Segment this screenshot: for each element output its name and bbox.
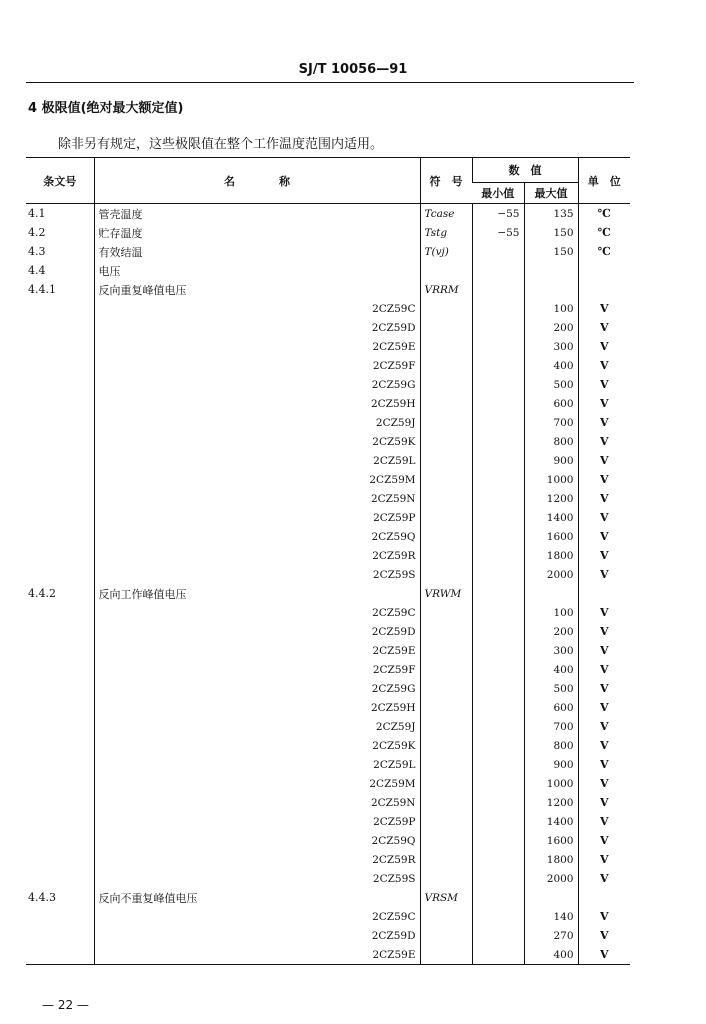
model-cell: 2CZ59R — [94, 546, 420, 565]
unit-cell: V — [578, 508, 630, 527]
model-cell: 2CZ59S — [94, 869, 420, 888]
symbol-cell — [420, 356, 472, 375]
symbol-cell — [420, 622, 472, 641]
max-value-cell: 200 — [524, 318, 578, 337]
clause-cell — [26, 850, 94, 869]
unit-cell: V — [578, 546, 630, 565]
model-cell: 2CZ59R — [94, 850, 420, 869]
clause-cell — [26, 489, 94, 508]
clause-cell: 4.3 — [28, 245, 46, 258]
name-cell: 有效结温 — [94, 242, 420, 261]
clause-cell — [26, 603, 94, 622]
symbol-cell — [420, 489, 472, 508]
col-header-value: 数 值 — [472, 158, 578, 183]
unit-cell: V — [578, 603, 630, 622]
symbol-cell — [420, 394, 472, 413]
table-row — [26, 641, 630, 660]
min-value-cell — [472, 698, 524, 717]
table-row — [26, 565, 630, 584]
min-value-cell — [472, 774, 524, 793]
table-row — [26, 280, 630, 299]
unit-cell: V — [578, 375, 630, 394]
min-value-cell — [472, 850, 524, 869]
max-value-cell: 300 — [524, 337, 578, 356]
table-row — [26, 223, 630, 242]
name-cell: 反向重复峰值电压 — [94, 280, 420, 299]
min-value-cell — [472, 622, 524, 641]
min-value-cell — [472, 413, 524, 432]
table-row — [26, 755, 630, 774]
model-cell: 2CZ59P — [94, 508, 420, 527]
model-cell: 2CZ59C — [94, 299, 420, 318]
symbol-cell — [420, 812, 472, 831]
name-cell: 反向不重复峰值电压 — [94, 888, 420, 907]
table-row — [26, 356, 630, 375]
table-row — [26, 527, 630, 546]
section-title: 4 极限值(绝对最大额定值) — [28, 101, 184, 116]
max-value-cell: 1200 — [524, 793, 578, 812]
unit-cell: V — [578, 356, 630, 375]
table-row — [26, 660, 630, 679]
model-cell: 2CZ59F — [94, 660, 420, 679]
symbol-cell — [420, 641, 472, 660]
max-value-cell: 900 — [524, 451, 578, 470]
min-value-cell — [472, 565, 524, 584]
min-value-cell — [472, 432, 524, 451]
limits-table — [26, 157, 630, 965]
unit-cell: V — [578, 527, 630, 546]
clause-cell: 4.1 — [28, 207, 46, 220]
model-cell: 2CZ59N — [94, 489, 420, 508]
unit-cell: V — [578, 869, 630, 888]
model-cell: 2CZ59P — [94, 812, 420, 831]
clause-cell — [26, 299, 94, 318]
max-value-cell: 270 — [524, 926, 578, 945]
max-value-cell: 1000 — [524, 470, 578, 489]
clause-cell — [26, 755, 94, 774]
table-row — [26, 242, 630, 261]
min-value-cell — [472, 907, 524, 926]
min-value-cell — [472, 451, 524, 470]
table-row — [26, 622, 630, 641]
clause-cell: 4.4.3 — [28, 891, 56, 904]
max-value-cell — [524, 261, 578, 280]
max-value-cell: 1400 — [524, 508, 578, 527]
symbol-cell — [420, 736, 472, 755]
clause-cell — [26, 337, 94, 356]
symbol-cell — [420, 603, 472, 622]
clause-cell — [26, 394, 94, 413]
min-value-cell — [472, 945, 524, 965]
clause-cell — [26, 831, 94, 850]
min-value-cell — [472, 869, 524, 888]
max-value-cell — [524, 280, 578, 299]
symbol-cell — [420, 565, 472, 584]
clause-cell — [26, 318, 94, 337]
clause-cell — [26, 812, 94, 831]
symbol-cell — [420, 546, 472, 565]
max-value-cell: 1600 — [524, 831, 578, 850]
min-value-cell — [472, 736, 524, 755]
table-row — [26, 508, 630, 527]
unit-cell: V — [578, 945, 630, 965]
clause-cell — [26, 717, 94, 736]
unit-cell: V — [578, 641, 630, 660]
model-cell: 2CZ59K — [94, 736, 420, 755]
unit-cell — [578, 888, 630, 907]
symbol-cell — [420, 793, 472, 812]
symbol-cell — [420, 679, 472, 698]
table-body — [26, 204, 630, 965]
table-row — [26, 907, 630, 926]
table-row — [26, 546, 630, 565]
min-value-cell — [472, 261, 524, 280]
symbol-cell — [420, 831, 472, 850]
min-value-cell — [472, 831, 524, 850]
symbol-cell: VRWM — [420, 584, 472, 603]
table-row — [26, 413, 630, 432]
table-row — [26, 584, 630, 603]
unit-cell: V — [578, 318, 630, 337]
unit-cell: V — [578, 926, 630, 945]
min-value-cell — [472, 394, 524, 413]
unit-cell — [578, 584, 630, 603]
symbol-cell: VRSM — [420, 888, 472, 907]
clause-cell — [26, 622, 94, 641]
table-row — [26, 451, 630, 470]
table-row — [26, 432, 630, 451]
min-value-cell — [472, 489, 524, 508]
table-row — [26, 318, 630, 337]
table-row — [26, 261, 630, 280]
clause-cell — [26, 451, 94, 470]
model-cell: 2CZ59L — [94, 755, 420, 774]
name-cell: 电压 — [94, 261, 420, 280]
model-cell: 2CZ59J — [94, 717, 420, 736]
model-cell: 2CZ59Q — [94, 831, 420, 850]
symbol-cell — [420, 470, 472, 489]
clause-cell — [26, 679, 94, 698]
symbol-cell — [420, 717, 472, 736]
max-value-cell — [524, 888, 578, 907]
min-value-cell — [472, 641, 524, 660]
min-value-cell — [472, 508, 524, 527]
clause-cell — [26, 470, 94, 489]
table-row — [26, 717, 630, 736]
max-value-cell: 500 — [524, 679, 578, 698]
max-value-cell: 900 — [524, 755, 578, 774]
model-cell: 2CZ59E — [94, 945, 420, 965]
symbol-cell — [420, 926, 472, 945]
unit-cell: V — [578, 755, 630, 774]
symbol-cell — [420, 755, 472, 774]
unit-cell: V — [578, 812, 630, 831]
max-value-cell: 600 — [524, 394, 578, 413]
col-header-symbol: 符 号 — [420, 158, 472, 204]
table-row — [26, 774, 630, 793]
unit-cell: V — [578, 736, 630, 755]
max-value-cell: 300 — [524, 641, 578, 660]
min-value-cell — [472, 242, 524, 261]
unit-cell — [578, 280, 630, 299]
max-value-cell — [524, 584, 578, 603]
unit-cell: V — [578, 413, 630, 432]
max-value-cell: 1800 — [524, 546, 578, 565]
min-value-cell — [472, 299, 524, 318]
clause-cell — [26, 508, 94, 527]
max-value-cell: 140 — [524, 907, 578, 926]
symbol-cell — [420, 299, 472, 318]
symbol-cell — [420, 850, 472, 869]
symbol-cell — [420, 375, 472, 394]
max-value-cell: 100 — [524, 603, 578, 622]
symbol-cell — [420, 907, 472, 926]
clause-cell: 4.4.1 — [28, 283, 56, 296]
max-value-cell: 400 — [524, 660, 578, 679]
max-value-cell: 2000 — [524, 869, 578, 888]
col-header-min: 最小值 — [472, 183, 524, 204]
model-cell: 2CZ59D — [94, 318, 420, 337]
unit-cell: V — [578, 831, 630, 850]
model-cell: 2CZ59C — [94, 603, 420, 622]
symbol-cell — [420, 318, 472, 337]
table-row — [26, 831, 630, 850]
symbol-cell — [420, 261, 472, 280]
unit-cell: V — [578, 717, 630, 736]
max-value-cell: 2000 — [524, 565, 578, 584]
symbol-cell: Tcase — [420, 204, 472, 224]
table-row — [26, 204, 630, 224]
table-row — [26, 793, 630, 812]
min-value-cell: −55 — [472, 223, 524, 242]
name-cell: 贮存温度 — [94, 223, 420, 242]
table-row — [26, 470, 630, 489]
min-value-cell — [472, 356, 524, 375]
max-value-cell: 800 — [524, 736, 578, 755]
min-value-cell — [472, 660, 524, 679]
model-cell: 2CZ59M — [94, 470, 420, 489]
min-value-cell — [472, 375, 524, 394]
table-row — [26, 869, 630, 888]
table-row — [26, 489, 630, 508]
table-row — [26, 698, 630, 717]
max-value-cell: 100 — [524, 299, 578, 318]
max-value-cell: 1000 — [524, 774, 578, 793]
min-value-cell — [472, 812, 524, 831]
model-cell: 2CZ59Q — [94, 527, 420, 546]
symbol-cell — [420, 508, 472, 527]
symbol-cell — [420, 337, 472, 356]
max-value-cell: 600 — [524, 698, 578, 717]
symbol-cell — [420, 451, 472, 470]
max-value-cell: 400 — [524, 356, 578, 375]
min-value-cell — [472, 470, 524, 489]
unit-cell: V — [578, 432, 630, 451]
max-value-cell: 1800 — [524, 850, 578, 869]
table-row — [26, 812, 630, 831]
table-row — [26, 299, 630, 318]
min-value-cell: −55 — [472, 204, 524, 224]
min-value-cell — [472, 318, 524, 337]
model-cell: 2CZ59F — [94, 356, 420, 375]
max-value-cell: 700 — [524, 413, 578, 432]
unit-cell: V — [578, 679, 630, 698]
header-rule — [26, 82, 634, 83]
clause-cell — [26, 793, 94, 812]
clause-cell — [26, 660, 94, 679]
clause-cell — [26, 907, 94, 926]
min-value-cell — [472, 527, 524, 546]
model-cell: 2CZ59S — [94, 565, 420, 584]
table-row — [26, 736, 630, 755]
symbol-cell — [420, 660, 472, 679]
model-cell: 2CZ59H — [94, 394, 420, 413]
model-cell: 2CZ59L — [94, 451, 420, 470]
max-value-cell: 500 — [524, 375, 578, 394]
clause-cell — [26, 774, 94, 793]
unit-cell: V — [578, 774, 630, 793]
min-value-cell — [472, 755, 524, 774]
max-value-cell: 150 — [524, 223, 578, 242]
symbol-cell — [420, 413, 472, 432]
col-header-max: 最大值 — [524, 183, 578, 204]
max-value-cell: 150 — [524, 242, 578, 261]
unit-cell: V — [578, 337, 630, 356]
page-number: — 22 — — [42, 998, 89, 1012]
min-value-cell — [472, 926, 524, 945]
unit-cell: V — [578, 299, 630, 318]
clause-cell — [26, 926, 94, 945]
unit-cell: ℃ — [578, 223, 630, 242]
model-cell: 2CZ59G — [94, 375, 420, 394]
max-value-cell: 135 — [524, 204, 578, 224]
unit-cell: V — [578, 793, 630, 812]
symbol-cell — [420, 945, 472, 965]
model-cell: 2CZ59K — [94, 432, 420, 451]
table-row — [26, 926, 630, 945]
unit-cell: V — [578, 698, 630, 717]
table-row — [26, 679, 630, 698]
model-cell: 2CZ59J — [94, 413, 420, 432]
table-row — [26, 945, 630, 965]
table-row — [26, 888, 630, 907]
min-value-cell — [472, 793, 524, 812]
table-row — [26, 850, 630, 869]
unit-cell: V — [578, 660, 630, 679]
symbol-cell — [420, 527, 472, 546]
clause-cell — [26, 432, 94, 451]
table-row — [26, 603, 630, 622]
model-cell: 2CZ59E — [94, 641, 420, 660]
clause-cell — [26, 565, 94, 584]
symbol-cell — [420, 698, 472, 717]
min-value-cell — [472, 679, 524, 698]
name-cell: 管壳温度 — [94, 204, 420, 224]
min-value-cell — [472, 717, 524, 736]
clause-cell — [26, 736, 94, 755]
unit-cell: V — [578, 451, 630, 470]
unit-cell: V — [578, 622, 630, 641]
clause-cell — [26, 375, 94, 394]
table-row — [26, 337, 630, 356]
clause-cell: 4.4 — [28, 264, 46, 277]
symbol-cell: Tstg — [420, 223, 472, 242]
table-row — [26, 394, 630, 413]
symbol-cell: T(vj) — [420, 242, 472, 261]
model-cell: 2CZ59E — [94, 337, 420, 356]
col-header-name: 名 称 — [94, 158, 420, 204]
clause-cell — [26, 869, 94, 888]
min-value-cell — [472, 603, 524, 622]
clause-cell — [26, 945, 94, 965]
symbol-cell — [420, 869, 472, 888]
intro-paragraph: 除非另有规定，这些极限值在整个工作温度范围内适用。 — [58, 137, 384, 152]
unit-cell: V — [578, 394, 630, 413]
min-value-cell — [472, 584, 524, 603]
symbol-cell — [420, 432, 472, 451]
unit-cell: V — [578, 470, 630, 489]
max-value-cell: 400 — [524, 945, 578, 965]
unit-cell: ℃ — [578, 204, 630, 224]
clause-cell — [26, 527, 94, 546]
name-cell: 反向工作峰值电压 — [94, 584, 420, 603]
clause-cell: 4.4.2 — [28, 587, 56, 600]
max-value-cell: 1200 — [524, 489, 578, 508]
max-value-cell: 1600 — [524, 527, 578, 546]
model-cell: 2CZ59M — [94, 774, 420, 793]
model-cell: 2CZ59D — [94, 926, 420, 945]
unit-cell: V — [578, 565, 630, 584]
unit-cell: V — [578, 489, 630, 508]
document-header: SJ/T 10056—91 — [298, 62, 408, 77]
clause-cell — [26, 413, 94, 432]
unit-cell — [578, 261, 630, 280]
clause-cell — [26, 356, 94, 375]
model-cell: 2CZ59G — [94, 679, 420, 698]
symbol-cell — [420, 774, 472, 793]
unit-cell: V — [578, 907, 630, 926]
table-row — [26, 375, 630, 394]
model-cell: 2CZ59H — [94, 698, 420, 717]
model-cell: 2CZ59N — [94, 793, 420, 812]
clause-cell — [26, 546, 94, 565]
col-header-unit: 单 位 — [578, 158, 630, 204]
min-value-cell — [472, 280, 524, 299]
unit-cell: ℃ — [578, 242, 630, 261]
unit-cell: V — [578, 850, 630, 869]
model-cell: 2CZ59C — [94, 907, 420, 926]
min-value-cell — [472, 337, 524, 356]
symbol-cell: VRRM — [420, 280, 472, 299]
max-value-cell: 800 — [524, 432, 578, 451]
clause-cell: 4.2 — [28, 226, 46, 239]
max-value-cell: 1400 — [524, 812, 578, 831]
model-cell: 2CZ59D — [94, 622, 420, 641]
min-value-cell — [472, 888, 524, 907]
max-value-cell: 700 — [524, 717, 578, 736]
min-value-cell — [472, 546, 524, 565]
col-header-clause: 条文号 — [26, 158, 94, 204]
clause-cell — [26, 641, 94, 660]
clause-cell — [26, 698, 94, 717]
max-value-cell: 200 — [524, 622, 578, 641]
